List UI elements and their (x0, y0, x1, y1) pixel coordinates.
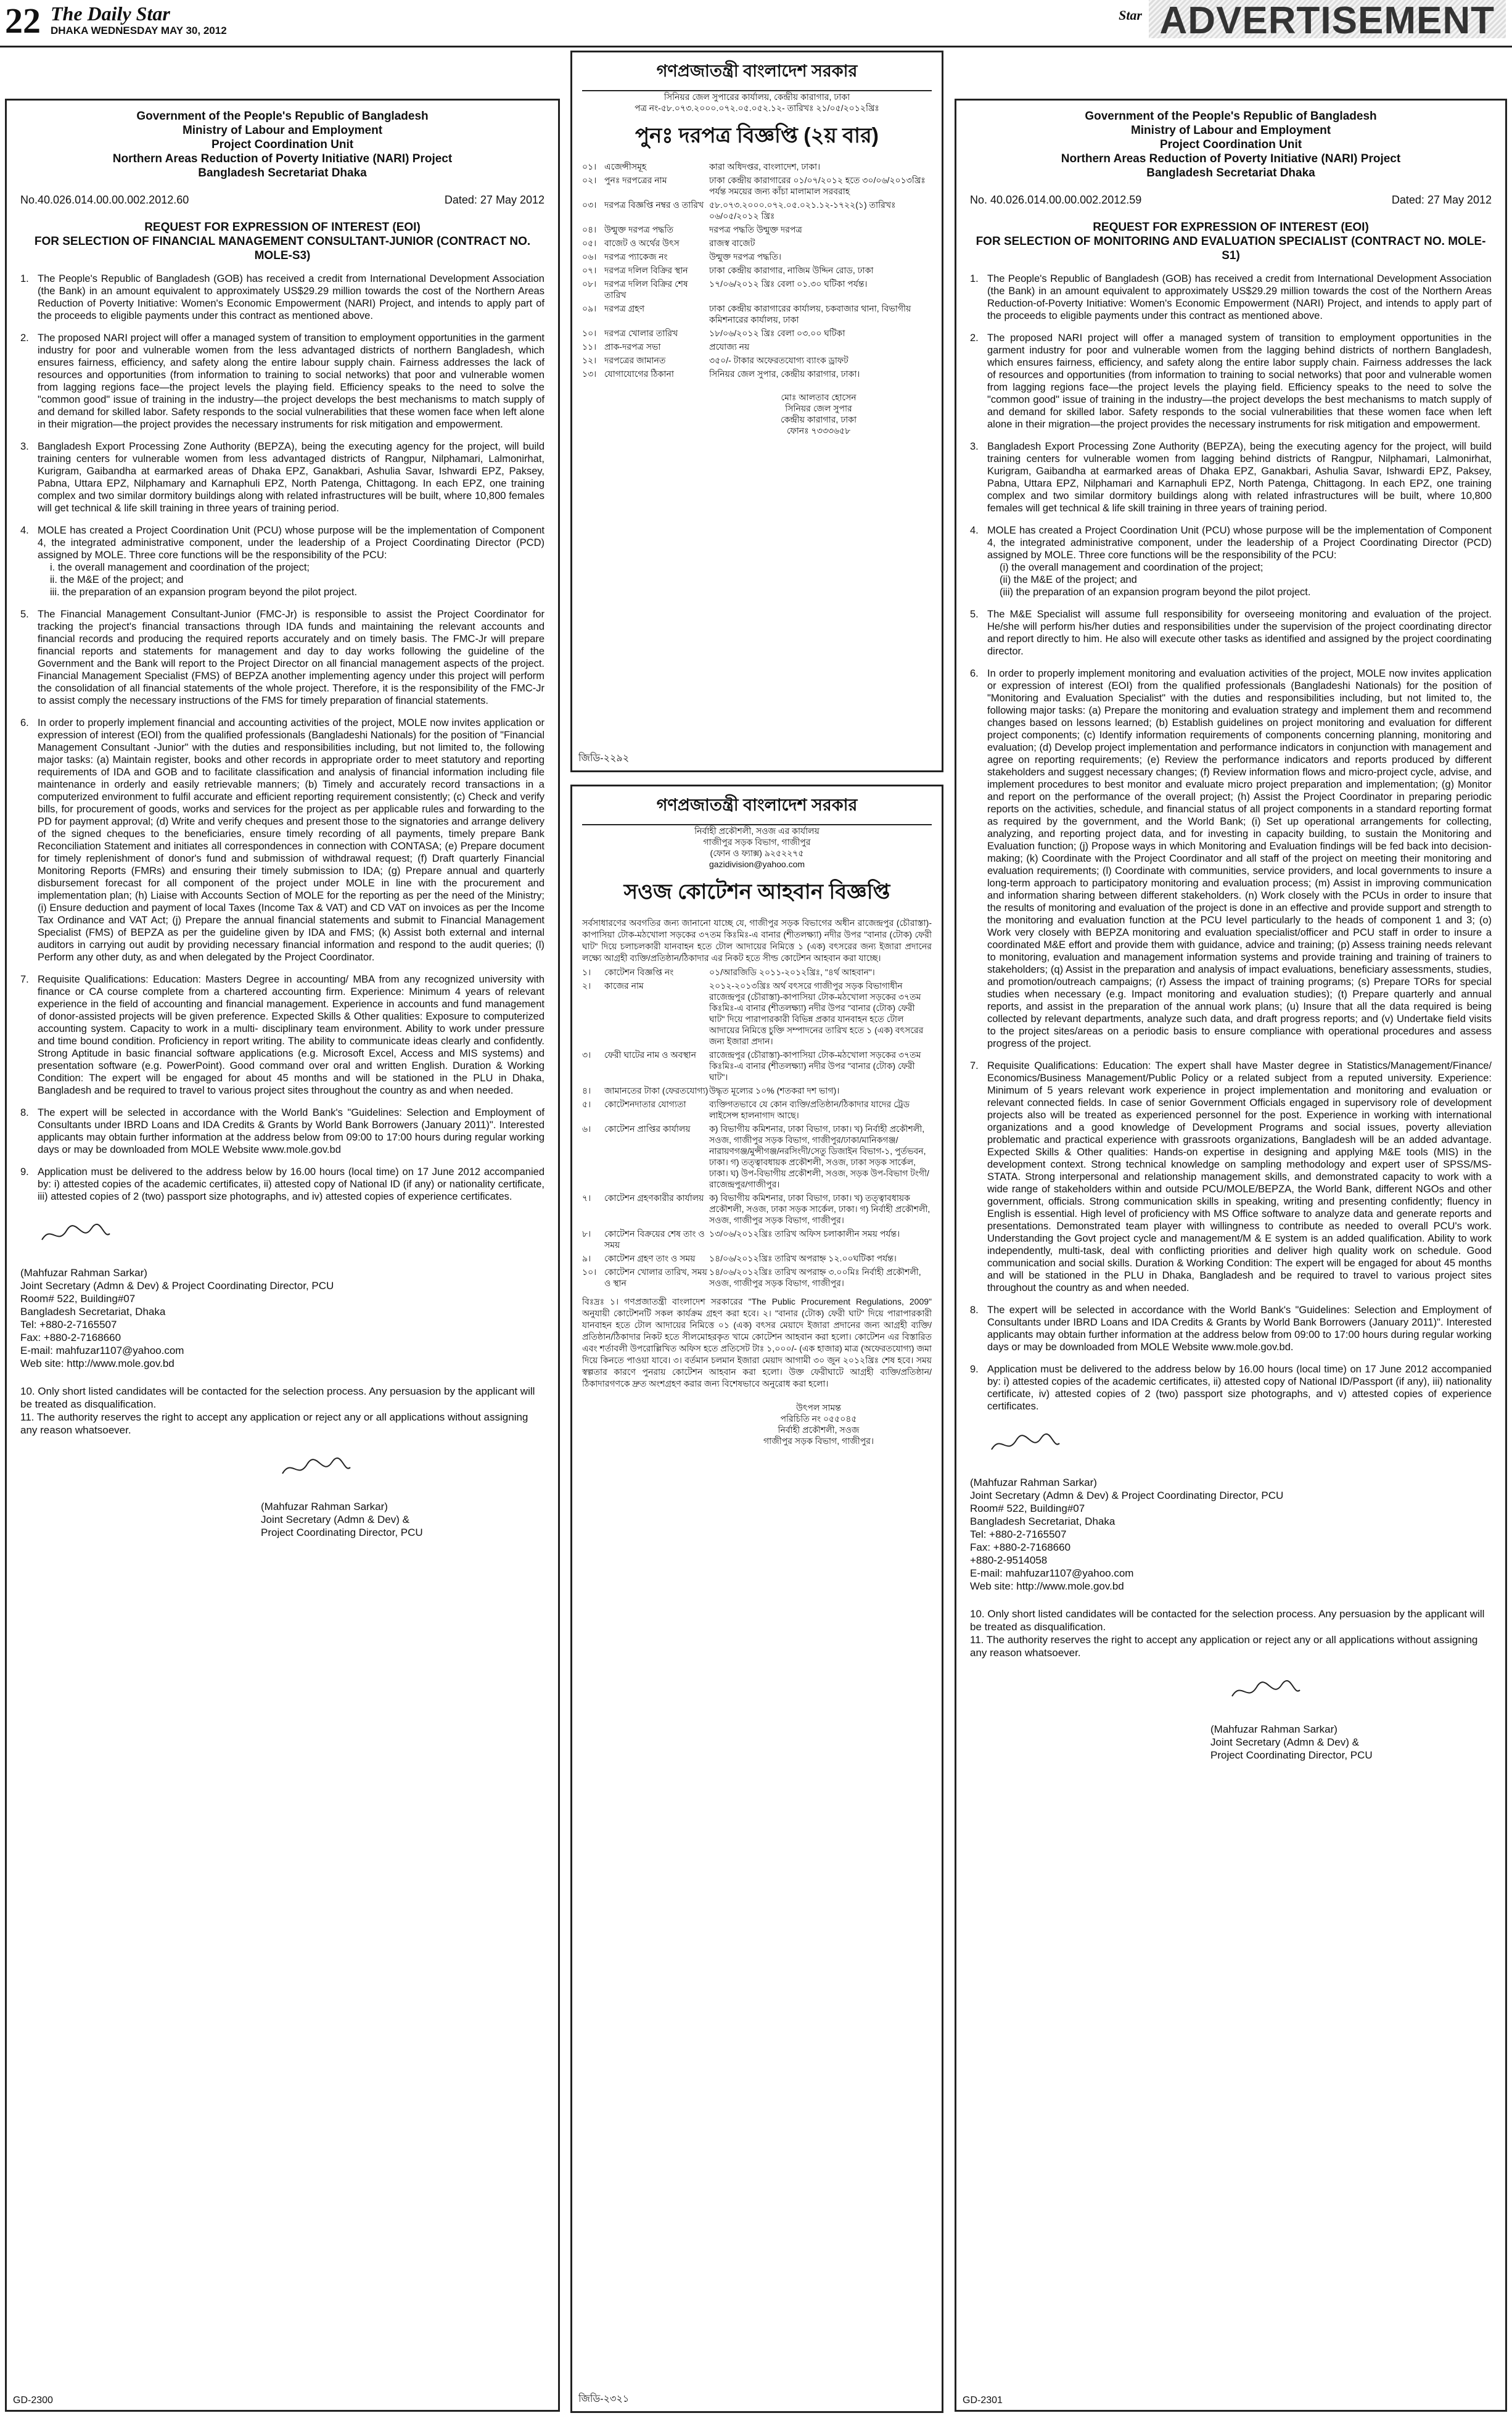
paragraph: 6. In order to properly implement financial and accounting activities of the project, MOLE now invites application or expression of interest (EOI) from the qualified professionals (Bangladeshi Nationals) for the position of "Financial Management Consultant -Junior" with the duties and responsibilities including, but not limited to, the following major tasks: (a) Maintain register, books and other records in appropriate order to meet statutory and reporting requirements of IDA and GOB and to facilitate classification and analysis of financial information including file maintenance in orderly and easily retrievable manners; (b) Timely and accurately record transactions in a computerized environment to fulfil accurate and efficient reporting requirement consistently; (c) Check and verify bills, for procurement of goods, works and services for the project as per applicable rules and forwarding to the PD for payment approval; (d) Write and verify cheques and present those to the signatories and arrange delivery of the signed cheques to the beneficiaries, ensure timely recording of all payments, timely prepare Bank Reconciliation Statement and initiates all correspondences in connection with CONTASA; (e) Prepare document for timely replenishment of donor's fund and submission of withdrawal request; (f) Draft quarterly Financial Monitoring Reports (FMRs) and ensuring their timely submission to IDA; (g) Prepare annual and quarterly disbursement forecast for all component of the project under MOLE in line with the procurement and implementation plan; (h) Liaise with Accounts Section of MOLE for the reporting as per the need of the Ministry; (i) Ensure deduction and payment of local Taxes (Income Tax & VAT) and CD VAT on invoices as per the Income Tax Ordinance and VAT Act; (j) Prepare the annual financial statements and submit to Financial Management Specialist (FMS) of BEPZA as per the guideline given by IDA and FMS; (k) Assist both external and internal auditors in carrying out audit by providing necessary financial information and respond to the audit queries; (l) Perform any other duty, as and when delegated by the Project Coordinator. (20, 717, 544, 963)
ref-date: Dated: 27 May 2012 (1391, 194, 1492, 206)
office-line: সিনিয়র জেল সুপারের কার্যালয়, কেন্দ্রীয় কারাগার, ঢাকা (664, 92, 850, 102)
table-row: ০৮। দরপত্র দলিল বিক্রির শেষ তারিখ ১৭/০৬/২০১২ খ্রিঃ বেলা ০১.৩০ ঘটিকা পর্যন্ত। (582, 279, 868, 300)
table-row: ০২। পুনঃ দরপত্রের নাম ঢাকা কেন্দ্রীয় কারাগারের ০১/০৭/২০১২ হতে ৩০/০৬/২০১৩খ্রিঃ পর্যন্ত সময়ের জন্য কাঁচা মালামাল সরবরাহ (582, 175, 926, 196)
section-title: ADVERTISEMENT (1149, 0, 1506, 38)
masthead (0, 0, 1512, 48)
sub-item: iii. the preparation of an expansion program beyond the pilot project. (50, 587, 358, 598)
paper-name: The Daily Star (51, 2, 170, 25)
table-row: ০৪। উন্মুক্ত দরপত্র পদ্ধতি দরপত্র পদ্ধতি উন্মুক্ত দরপত্র (582, 225, 802, 234)
paragraph: 7. Requisite Qualifications: Education: The expert shall have Master degree in Statistics/Management/Finance/ Economics/Business Management/Public Policy or a related subject from a reputed university. Experience: Minimum of 5 years relevant work experience in project implementation and monitoring and evaluation or relevant connected fields. In case of senior Government Officials engaged in supervisory role of development projects also will be treated as experienced personnel for the post. Experience in working with international organizations and a good knowledge of Development Programs and social issues, poverty alleviation problematic and practical experience with grassroots organizations, Bangladesh will be an added advantage. Expected Skills & Other qualities: Hands-on expertise in designing and applying M&E tools (MIS) in the development context. Strong technical knowledge on sampling methodology and expert user of SPSS/MS-STATA. Strong interpersonal and relationship management skills, and demonstrated capacity to work with a wide range of stakeholders within and outside PCU/MOLE/BEPZA, the World Bank, different NGOs and other government, officials. Strong communication skills in speaking, writing and presenting confidently; fluency in English is essential. High level of proficiency with MS Office software to analyze data and generate reports and presentations. Demonstrated team player with willingness to contribute as needed to overall PCU's work. Understanding the Govt project cycle and management/M & E system is an added qualification. Ability to work independently, multi-task, deal with conflicting priorities and deliver high quality work on schedule. Good communication and social skills. Duration & Working Condition: The expert will be engaged for about 45 months and will be stationed in the PLU in Dhaka, Bangladesh and be required to travel to various project sites throughout the country as and when needed. (970, 1060, 1492, 1293)
eoi-subtitle: FOR SELECTION OF MONITORING AND EVALUATION SPECIALIST (CONTRACT NO. MOLE-S1) (976, 235, 1486, 262)
table-row: ০৩। দরপত্র বিজ্ঞপ্তি নম্বর ও তারিখ ৫৮.০৭৩.২০০০.০৭২.০৫.০২১.১২-১৭২২(১) তারিখঃ ০৬/০৫/২০১২ খ্রিঃ (582, 200, 896, 221)
ref-number: No.40.026.014.00.00.002.2012.60 (20, 194, 189, 206)
signature-block: মোঃ আলতাব হোসেন সিনিয়র জেল সুপার কেন্দ্রীয় কারাগার, ঢাকা ফোনঃ ৭৩৩৩৬৫৮ (780, 392, 857, 435)
notice-title: পুনঃ দরপত্র বিজ্ঞপ্তি (২য় বার) (635, 124, 879, 147)
eoi-title-line: REQUEST FOR EXPRESSION OF INTEREST (EOI) (1093, 221, 1369, 234)
paragraph: 4. MOLE has created a Project Coordination Unit (PCU) whose purpose will be the implementation of Component 4, the integrated administrative component, under the leadership of a Project Coordinating Director (PCD) assigned by MOLE. Three core functions will be the responsibility of the PCU: (970, 525, 1492, 561)
memo-line: পত্র নং-৫৮.০৭৩.২০০০.০৭২.০৫.০৫২.১২- তারিখঃ ২১/০৫/২০১২খ্রিঃ (635, 103, 879, 113)
signature-mark (39, 1221, 113, 1250)
sub-item: ii. the M&E of the project; and (50, 574, 184, 585)
ref-line (20, 194, 544, 207)
table-row: ১৩। যোগাযোগের ঠিকানা সিনিয়র জেল সুপার, কেন্দ্রীয় কারাগার, ঢাকা। (582, 369, 860, 379)
header-line: Northern Areas Reduction of Poverty Initiative (NARI) Project (1061, 152, 1401, 165)
table-row: ৬। কোটেশন প্রাপ্তির কার্যালয় ক) বিভাগীয় কমিশনার, ঢাকা বিভাগ, ঢাকা। খ) নির্বাহী প্রকৌশলী, সওজ, গাজীপুর সড়ক বিভাগ, গাজীপুর/ঢাকা/মানিকগঞ্জ/নারায়ণগঞ্জ/মুন্সীগঞ্জ/নরসিংদী/সেতু ডিজাইন বিভাগ-১, পুর্তভবন, ঢাকা। গ) তত্ত্বাবধায়ক প্রকৌশলী, সওজ, ঢাকা সড়ক সার্কেল, ঢাকা। ঘ) উপ-বিভাগীয় প্রকৌশলী, সওজ, সড়ক উপ-বিভাগ টংগী/রাজেন্দ্রপুর/গাজীপুর। (582, 1124, 929, 1189)
ref-date: Dated: 27 May 2012 (444, 194, 544, 206)
table-row: ০৯। দরপত্র গ্রহণ ঢাকা কেন্দ্রীয় কারাগারের কার্যালয়, চকবাজার থানা, বিভাগীয় কমিশনারের কার্যালয়, ঢাকা (582, 303, 911, 324)
table-row: ১২। দরপত্রের জামানত ৩৫০/- টাকার অফেরতযোগ্য ব্যাংক ড্রাফট (582, 355, 848, 365)
table-row: ৫। কোটেশনদাতার যোগ্যতা ব্যক্তিগতভাবে যে কোন ব্যক্তি/প্রতিষ্ঠান/ঠিকাদার যাদের ট্রেড লাইসেন্স হালনাগাদ আছে। (582, 1099, 910, 1120)
signature-block: উৎপল সামন্ত পরিচিতি নং ০৫৫০৪৫ নির্বাহী প্রকৌশলী, সওজ গাজীপুর সড়ক বিভাগ, গাজীপুর। (763, 1403, 874, 1446)
ad-code: GD-2300 (13, 2395, 53, 2406)
table-row: ০৭। দরপত্র দলিল বিক্রির স্থান ঢাকা কেন্দ্রীয় কারাগার, নাজিম উদ্দিন রোড, ঢাকা (582, 265, 874, 275)
ad-header (970, 109, 1492, 180)
phone-line: (ফোন ও ফ্যাক্স) ৯২৫২২৭৫ (710, 848, 804, 858)
table-row: ২। কাজের নাম ২০১২-২০১৩খ্রিঃ অর্থ বৎসরে গাজীপুর সড়ক বিভাগাধীন রাজেন্দ্রপুর (চৌরাস্তা)-কাপাসিয়া টোক-মঠখোলা সড়কের ৩৭তম কিঃমিঃ-এ বানার (শীতলক্ষ্যা) নদীর উপর "বানার (টোক) ফেরী ঘাট" দিয়ে পারাপারকারী বিভিন্ন প্রকার যানবাহন হতে টোল আদায়ের নিমিত্তে চুক্তি সম্পাদনের তারিখ হতে ১ (এক) বৎসরের জন্য ইজারা প্রদান। (582, 981, 924, 1046)
header-line: Bangladesh Secretariat Dhaka (198, 167, 367, 179)
paragraph: 5. The M&E Specialist will assume full responsibility for overseeing monitoring and evaluation of the project. He/she will perform his/her duties and responsibilities under the supervision of the project coordinating director and report directly to him. He also will execute other tasks as identified and assigned by the project coordinating director. (970, 609, 1492, 657)
header-line: Project Coordination Unit (211, 138, 354, 151)
paragraph: 4. MOLE has created a Project Coordination Unit (PCU) whose purpose will be the implementation of Component 4, the integrated administrative component, under the leadership of a Project Coordinating Director (PCD) assigned by MOLE. Three core functions will be the responsibility of the PCU: (20, 525, 544, 561)
ad-quotation-notice (570, 785, 943, 2413)
office-line: গাজীপুর সড়ক বিভাগ, গাজীপুর (703, 837, 811, 847)
signature-block: (Mahfuzar Rahman Sarkar) Joint Secretary (Admn & Dev) & Project Coordinating Director, PCU Room# 522, Building#07 Bangladesh Secretariat, Dhaka Tel: +880-2-7165507 Fax: +880-2-7168660 E-mail: mahfuzar1107@yahoo.com Web site: http://www.mole.gov.bd (20, 1267, 334, 1369)
signature-mark (279, 1455, 353, 1483)
email-line: gazidivision@yahoo.com (709, 859, 805, 869)
ad-retender-notice (570, 51, 943, 772)
ref-number: No. 40.026.014.00.00.002.2012.59 (970, 194, 1142, 206)
intro-text: সর্বসাধারণের অবগতির জন্য জানানো যাচ্ছে যে, গাজীপুর সড়ক বিভাগের অধীন রাজেন্দ্রপুর (চৌরাস্তা)-কাপাসিয়া টোক-মঠখোলা সড়কের ৩৭তম কিঃমিঃ-এ বানার (শীতলক্ষ্যা) নদীর উপর "বানার (টোক) ফেরী ঘাট" দিয়ে চলাচলকারী যানবাহন হতে টোল আদায়ের নিমিত্তে ১ (এক) বৎসরের জন্য ইজারা প্রদানের লক্ষ্যে আগ্রহী ব্যক্তি/প্রতিষ্ঠান/ঠিকাদার এর নিকট হতে সীল্ড কোটেশন আহবান করা যাচ্ছে। (582, 918, 932, 963)
govt-title: গণপ্রজাতন্ত্রী বাংলাদেশ সরকার (582, 793, 932, 825)
govt-title: গণপ্রজাতন্ত্রী বাংলাদেশ সরকার (582, 59, 932, 91)
table-row: ০১। এজেন্সীসমূহ কারা অধিদপ্তর, বাংলাদেশ, ঢাকা। (582, 162, 821, 171)
paragraph: 1. The People's Republic of Bangladesh (GOB) has received a credit from International Development Association (the Bank) in an amount equivalent to approximately US$29.29 million towards the cost of the Northern Areas Reduction-of-Poverty Initiative: Women's Economic Empowerment (NARI) Project, and intends to apply part of the proceeds to eligible payments under this contract as mentioned above. (970, 273, 1492, 321)
eoi-title (970, 220, 1492, 263)
paragraph: 3. Bangladesh Export Processing Zone Authority (BEPZA), being the executing agency for the project, will build training centers for vulnerable women from less advantaged districts of Rangpur, Nilphamari, Lalmonirhat, Kurigram, Gaibandha at earmarked areas of Dhaka EPZ, Ganakbari, Ashulia Savar, Ishwardi EPZ, Paksey, Pabna, Uttara EPZ, Nilphamary and Karnaphuli EPZ, North Patenga, Chittagong. In each EPZ, one training complex and two similar dormitory buildings along with related infrastructures will be built, where 10,800 females will get technical & life skill training in three years of training period. (20, 441, 544, 514)
ad-financial-management-eoi (5, 99, 560, 2412)
signature-mark (988, 1431, 1062, 1459)
header-line: Government of the People's Republic of Bangladesh (1085, 110, 1377, 123)
header-line: Bangladesh Secretariat Dhaka (1146, 167, 1315, 179)
ad-code: জিডি-২৩২১ (578, 2394, 630, 2404)
notes: 10. Only short listed candidates will be contacted for the selection process. Any persuasion by the applicant will be treated as disqualification. 11. The authority reserves the right to accept any application or reject any or all applications without assigning any reason whatsoever. (970, 1608, 1485, 1659)
table-row: ৩। ফেরী ঘাটের নাম ও অবস্থান রাজেন্দ্রপুর (চৌরাস্তা)-কাপাসিয়া টোক-মঠখোলা সড়কের ৩৭তম কিঃমিঃ-এ বানার (শীতলক্ষ্যা) নদীর উপর "বানার (টোক) ফেরী ঘাট"। (582, 1050, 921, 1082)
paragraph: 5. The Financial Management Consultant-Junior (FMC-Jr) is responsible to assist the Project Coordinator for tracking the project's financial transactions through IDA funds and maintaining the relevant accounts and financial records and producing the required reports accurately and on timely basis. The FMC-Jr will prepare financial reports and statements for management and day to day works following the guideline of the Government and the Bank will report to the Project Director on all financial management aspects of the project. Financial Management Specialist (FMS) of BEPZA another implementing agency under this project will perform the consolidation of all financial statements of the whole project. Therefore, it is the responsibility of the FMC-Jr to assist comply the necessary instructions of the FMS for timely preparation of financial statements. (20, 609, 544, 706)
signature-mark (1229, 1678, 1303, 1706)
paragraph: 1. The People's Republic of Bangladesh (GOB) has received a credit from International Development Association (the Bank) in an amount equivalent to approximately US$29.29 million towards the cost of the Northern Areas Reduction of Poverty Initiative: Women's Economic Empowerment (NARI) Project, and intends to apply part of the proceeds to eligible payments under this contract as mentioned above. (20, 273, 544, 321)
office-line: নির্বাহী প্রকৌশলী, সওজ এর কার্যালয় (694, 826, 820, 836)
table-row: ৯। কোটেশন গ্রহণ তাং ও সময় ১৪/০৬/২০১২খ্রিঃ তারিখ অপরাহ্ন ১২.০০ঘটিকা পর্যন্ত। (582, 1253, 897, 1263)
table-row: ৭। কোটেশন গ্রহণকারীর কার্যালয় ক) বিভাগীয় কমিশনার, ঢাকা বিভাগ, ঢাকা। খ) তত্ত্বাবধায়ক প্রকৌশলী, সওজ, ঢাকা সড়ক সার্কেল, ঢাকা। গ) নির্বাহী প্রকৌশলী, সওজ, গাজীপুর সড়ক বিভাগ, গাজীপুর। (582, 1193, 931, 1225)
paragraph: 2. The proposed NARI project will offer a managed system of transition to employment opportunities in the garment industry for poor and vulnerable women from the less advantaged districts of northern Bangladesh, which ensures fairness, efficiency, and safety along the entire labour supply chain. Fairness addresses the lack of resources and opportunities (from information to training to social networks) that poor and vulnerable women from lagging regions face—the project levels the playing field. Efficiency speaks to the need to solve the "common good" issue of training in the industry—the project develops the best mechanisms to match supply of and demand for skilled labor. Safety responds to the social vulnerabilities that these women face when left alone in their migration—the project provides the necessary instruments for risk mitigation and empowerment. (20, 332, 544, 430)
header-line: Ministry of Labour and Employment (1130, 124, 1331, 137)
ref-line (970, 194, 1492, 207)
page-number: 22 (5, 1, 41, 41)
paragraph: 3. Bangladesh Export Processing Zone Authority (BEPZA), being the executing agency for the project, will build training centers for vulnerable women from lagging behind districts of Rangpur, Nilphamari, Lalmonirhat, Kurigram, Gaibandha at earmarked areas of Dhaka EPZ, Ganakbari, Ashulia Savar, Ishwardi EPZ, Paksey, Pabna, Uttara EPZ, Nilphamari and Karnaphuli EPZ, North Patenga, Chittagong. In each EPZ, one training complex and two similar dormitory buildings along with related infrastructures will be built, where 10,800 females will get technical & life skill training in three years of training period. (970, 441, 1492, 514)
notes-text: বিঃদ্রঃ ১। গণপ্রজাতন্ত্রী বাংলাদেশ সরকারের "The Public Procurement Regulations, 2009" অনুযায়ী কোটেশনটি সকল কার্যক্রম গ্রহণ করা হবে। ২। "বানার (টোক) ফেরী ঘাট" দিয়ে পারাপারকারী যানবাহন হতে টোল আদায়ের নিমিত্তে ০১ (এক) বৎসর মেয়াদে ইজারা প্রদানের জন্য আগ্রহী ব্যক্তি/প্রতিষ্ঠান/ঠিকাদার নিকট হতে সীলমোহরকৃত খামে কোটেশন আহবান করা হলো। কোটেশন এর বিস্তারিত এবং শর্তাবলী উপরোল্লিখিত অফিস হতে প্রতিসেট টাঃ ১,০০০/- (এক হাজার) মাত্র (অফেরতযোগ্য) জমা দিয়ে কিনতে পাওয়া যাবে। ৩। বর্তমান চলমান ইজারা মেয়াদ আগামী ৩০ জুন ২০১২খ্রিঃ শেষ হবে। সময় স্বল্পতার কারণে পুনরায় কোটেশন আহবান করা হলো। উক্ত ফেরীঘাটে আগ্রহী ব্যক্তি/প্রতিষ্ঠান/ঠিকাদারগণকে দ্রুত অংশগ্রহণ করার জন্য বিশেষভাবে অনুরোধ করা হলো। (582, 1297, 932, 1388)
paragraph: 8. The expert will be selected in accordance with the World Bank's "Guidelines: Selection and Employment of Consultants under IBRD Loans and IDA Credits & Grants by World Bank Borrowers (January 2011)". Interested applicants may obtain further information at the address below from 09:00 to 17:00 hours during regular working days or may be downloaded from MOLE Website www.mole.gov.bd (20, 1107, 544, 1155)
table-row: ১০। কোটেশন খোলার তারিখ, সময় ও স্থান ১৪/০৬/২০১২খ্রিঃ তারিখ অপরাহ্ন ৩.০০মিঃ নির্বাহী প্রকৌশলী, সওজ, গাজীপুর সড়ক বিভাগ, গাজীপুর। (582, 1267, 921, 1288)
star-logo: Star (1119, 7, 1142, 23)
ad-header (20, 109, 544, 180)
signature-block-2: (Mahfuzar Rahman Sarkar) Joint Secretary (Admn & Dev) & Project Coordinating Director, PCU (261, 1501, 423, 1538)
header-rule (0, 46, 1512, 47)
table-row: ১০। দরপত্র খোলার তারিখ ১৮/০৬/২০১২ খ্রিঃ বেলা ০৩.০০ ঘটিকা (582, 328, 845, 338)
sub-item: (i) the overall management and coordination of the project; (1000, 562, 1263, 573)
table-row: ১১। প্রাক-দরপত্র সভা প্রযোজ্য নয় (582, 342, 750, 352)
notice-title: সওজ কোটেশন আহবান বিজ্ঞপ্তি (623, 880, 890, 904)
header-line: Government of the People's Republic of Bangladesh (136, 110, 429, 123)
ad-code: GD-2301 (963, 2395, 1003, 2406)
notes: 10. Only short listed candidates will be contacted for the selection process. Any persuasion by the applicant will be treated as disqualification. 11. The authority reserves the right to accept any application or reject any or all applications without assigning any reason whatsoever. (20, 1385, 535, 1436)
eoi-title (20, 220, 544, 263)
table-row: ৪। জামানতের টাকা (ফেরতযোগ্য) উদ্ধৃত মূল্যের ১০% (শতকরা দশ ভাগ)। (582, 1086, 840, 1095)
paragraph: 6. In order to properly implement monitoring and evaluation activities of the project, MOLE now invites application or expression of interest (EOI) from the qualified professionals (Bangladeshi Nationals) for the position of "Monitoring and Evaluation Specialist" with the duties and responsibilities including, but not limited to, the following major tasks: (a) Prepare the monitoring and evaluation strategy and implement them and recommend changes based on lessons learned; (b) Establish guidelines on project monitoring and evaluation for different project components; (c) Identify information requirements of components concerning planning, monitoring and evaluation; (d) Develop project implementation and performance indicators in conjunction with management and agree on reporting requirements; (e) Review the performance indicators and reports produced by different stakeholders and suggest necessary changes; (f) Review information flows and micro-project cycle, advise, and implement procedures to best monitor and evaluate micro project preparation and implementation; (g) Monitor and report on the performance of the overall project; (h) Assist the Project Coordinator in preparing periodic reports on the activities, schedule, and financial status of all project components in a standard reporting format as required by the government, and the World Bank; (i) Set up operational arrangements for collecting, analyzing, and reporting project data, and for investing in capacity building, to sustain the Monitoring and Evaluation function; (j) Propose ways in which Monitoring and Evaluation findings will be fed back into decision-making; (k) Coordinate with the Project Coordinator and all staff of the project on meeting their monitoring and evaluation requirements; (l) Coordinate with communities, service providers, and local governments to insure a long-term approach to participatory monitoring and evaluation process; (m) Assist in improving communication and information sharing between different stakeholders. (n) Work closely with the PCUs in order to insure that the results of monitoring and evaluation of the project is done in an effective and provide support and strength to the monitoring and evaluation function at the PCU level particularly to the heads of component 1 and 3; (o) Work very closely with BEPZA monitoring and evaluation specialist/officer and PCU staff in order to insure a coordinated M&E effort and provide them with guidance, advice and training; (p) Assess training needs relevant to monitoring, evaluation and management information systems and provide training and training of trainers to stakeholders; (q) Assist in the preparation and analysis of impact evaluations, beneficiary assessments, studies, and promotion/outreach campaigns; (r) Assess the impact of training programs; (s) Prepare TORs for special studies when necessary (e.g. Impact monitoring and evaluation studies); (t) Prepare quarterly and annual reports, and assist in the preparation of the annual work plans; (u) Insure that all the data required is being collected by relevant departments, analyze such data, and draft progress reports; and (v) Undertake field visits to the project sites/areas on a periodic basis to ensure compliance with operational procedures and assess progress of the project. (970, 668, 1492, 1049)
sub-item: i. the overall management and coordination of the project; (50, 562, 310, 573)
paragraph: 7. Requisite Qualifications: Education: Masters Degree in accounting/ MBA from any recognized university with finance or CA course complete from a chartered accounting firm. Experience: Minimum 4 years of relevant experience in the field of accounting and financial management. Experience in accounts and fund management of donor-assisted projects will be given preference. Expected Skills & Other qualities: Exposure to computerized accounting system. Capacity to work in a multi- disciplinary team environment. Ability to work under pressure and time bound condition. Proficiency in report writing. The ability to communicate ideas clearly and confidently. Strong Aptitude in basic financial software applications (e.g. Microsoft Excel, Access and MIS systems) and presentation software (e.g. PowerPoint). Good command over oral and written English. Duration & Working Condition: The expert will be engaged for about 45 months and will be stationed in the PLU in Dhaka, Bangladesh and be required to travel to various project sites throughout the country as and when needed. (20, 974, 544, 1096)
header-line: Project Coordination Unit (1159, 138, 1302, 151)
sub-item: (ii) the M&E of the project; and (1000, 574, 1137, 585)
table-row: ০৫। বাজেট ও অর্থের উৎস রাজস্ব বাজেট (582, 238, 755, 248)
table-row: ৮। কোটেশন বিক্রয়ের শেষ তাং ও সময় ১৩/০৬/২০১২খ্রিঃ তারিখ অফিস চলাকালীন সময় পর্যন্ত। (582, 1229, 900, 1250)
ad-code: জিডি-২২৯২ (578, 753, 630, 764)
header-line: Ministry of Labour and Employment (182, 124, 383, 137)
signature-block-2: (Mahfuzar Rahman Sarkar) Joint Secretary (Admn & Dev) & Project Coordinating Director, PCU (1210, 1723, 1373, 1761)
issue-date: DHAKA WEDNESDAY MAY 30, 2012 (51, 25, 227, 36)
eoi-subtitle: FOR SELECTION OF FINANCIAL MANAGEMENT CONSULTANT-JUNIOR (CONTRACT NO. MOLE-S3) (34, 235, 531, 262)
signature-block: (Mahfuzar Rahman Sarkar) Joint Secretary (Admn & Dev) & Project Coordinating Director, PCU Room# 522, Building#07 Bangladesh Secretariat, Dhaka Tel: +880-2-7165507 Fax: +880-2-7168660 +880-2-9514058 E-mail: mahfuzar1107@yahoo.com Web site: http://www.mole.gov.bd (970, 1477, 1284, 1592)
paragraph: 9. Application must be delivered to the address below by 16.00 hours (local time) on 17 June 2012 accompanied by: i) attested copies of the academic certificates, ii) attested copy of National ID/Passport (if any), iii) nationality certificate, iv) attested copies of 2 (two) passport size photographs, and v) attested copies of experience certificates. (970, 1364, 1492, 1412)
sub-item: (iii) the preparation of an expansion program beyond the pilot project. (1000, 587, 1311, 598)
eoi-title-line: REQUEST FOR EXPRESSION OF INTEREST (EOI) (144, 221, 421, 234)
table-row: ০৬। দরপত্র প্যাকেজ নং উন্মুক্ত দরপত্র পদ্ধতি। (582, 252, 782, 262)
paragraph: 9. Application must be delivered to the address below by 16.00 hours (local time) on 17 June 2012 accompanied by: i) attested copies of the academic certificates, ii) attested copy of National ID (if any) or nationality certificate, iii) attested copies of 2 (two) passport size photographs, and iv) attested copies of experience certificates. (20, 1166, 544, 1202)
header-line: Northern Areas Reduction of Poverty Initiative (NARI) Project (112, 152, 453, 165)
table-row: ১। কোটেশন বিজ্ঞপ্তি নং ০১/আরজিডি ২০১১-২০১২খ্রিঃ, "৪র্থ আহবান"। (582, 967, 875, 977)
paragraph: 8. The expert will be selected in accordance with the World Bank's "Guidelines: Selection and Employment of Consultants under IBRD Loans and IDA Credits & Grants by World Bank Borrowers (January 2011)". Interested applicants may obtain further information at the address below from 09:00 to 17:00 hours during regular working days or may be downloaded from MOLE Website www.mole.gov.bd. (970, 1305, 1492, 1353)
ad-monitoring-evaluation-eoi (955, 99, 1507, 2412)
paragraph: 2. The proposed NARI project will offer a managed system of transition to employment opportunities in the garment industry for poor and vulnerable women from the lagging behind districts of northern Bangladesh, which ensures fairness, efficiency, and safety along the entire labor supply chain. Fairness addresses the lack of resources and opportunities (from information to training to social networks) that poor and vulnerable women from lagging regions face—the project levels the playing field. Efficiency speaks to the need to solve the "common good" issue of training in the industry—the project develops the best mechanisms to match supply of and demand for skilled labor. Safety responds to the social vulnerabilities that these women face when left alone in their migration—the project provides the necessary instruments for risk mitigation and empowerment. (970, 332, 1492, 430)
